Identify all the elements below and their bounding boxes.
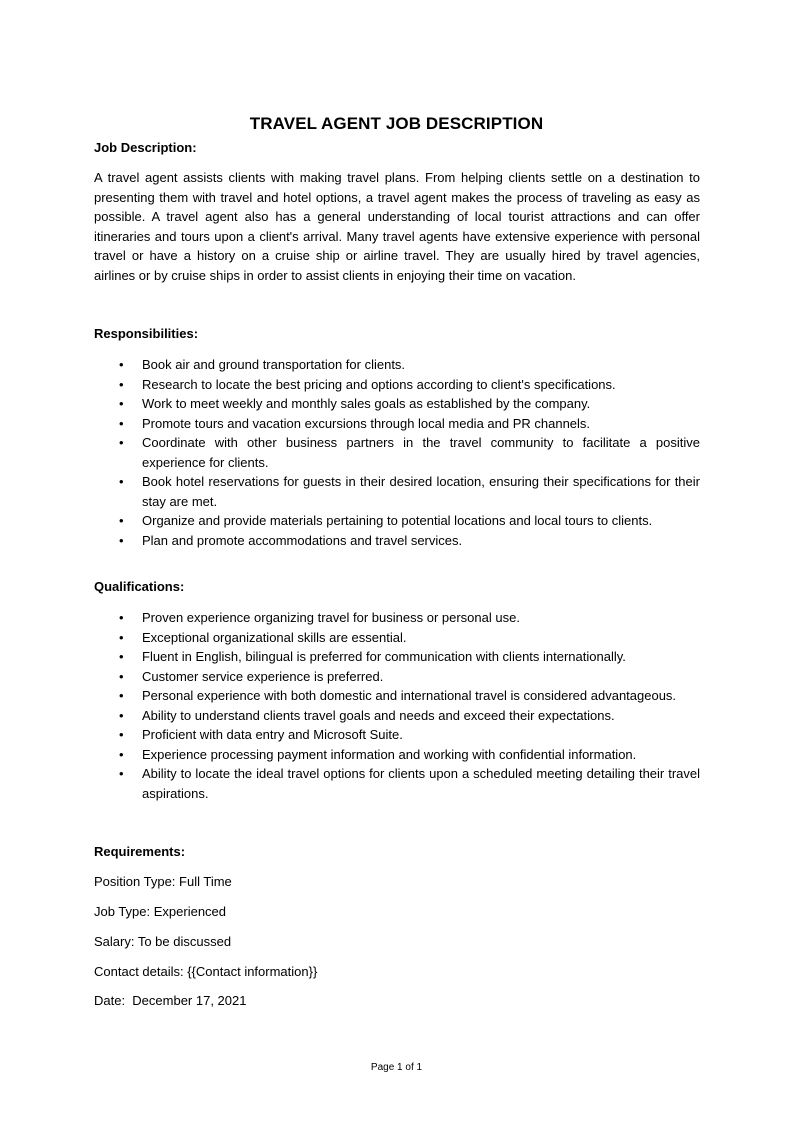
bullet-icon: • xyxy=(119,396,124,411)
contact-details: Contact details: {{Contact information}} xyxy=(94,964,318,979)
bullet-icon: • xyxy=(119,610,124,625)
list-item: • Research to locate the best pricing and options according to client's specifications. xyxy=(94,375,700,395)
salary: Salary: To be discussed xyxy=(94,934,232,949)
list-item: • Fluent in English, bilingual is preferred for communication with clients internationally. xyxy=(94,647,700,667)
list-item: • Coordinate with other business partners in the travel community to facilitate a positive experience for clients. xyxy=(119,435,700,470)
bullet-icon: • xyxy=(119,376,124,392)
bullet-icon: • xyxy=(119,649,124,664)
list-item: • Experience processing payment information and working with confidential information. xyxy=(94,745,700,765)
position-type: Position Type: Full Time xyxy=(94,874,232,889)
bullet-icon: • xyxy=(119,707,124,723)
list-item: • Customer service experience is preferred. xyxy=(94,667,700,687)
list-item: • Exceptional organizational skills are essential. xyxy=(94,628,700,648)
bullet-icon: • xyxy=(119,415,124,431)
responsibilities-heading: Responsibilities: xyxy=(94,326,199,341)
list-item: • Ability to understand clients travel goals and needs and exceed their expectations. xyxy=(94,706,700,726)
bullet-icon: • xyxy=(119,746,124,762)
bullet-icon: • xyxy=(119,688,124,703)
list-item: • Book hotel reservations for guests in their desired location, ensuring their specifications for their stay are met. xyxy=(119,474,700,509)
list-item: • Organize and provide materials pertaining to potential locations and local tours to clients. xyxy=(94,511,700,531)
responsibilities-list xyxy=(94,355,700,550)
bullet-icon: • xyxy=(119,435,124,450)
bullet-icon: • xyxy=(119,357,124,372)
requirements-heading: Requirements: xyxy=(94,844,186,859)
list-item: • Proven experience organizing travel for business or personal use. xyxy=(94,608,700,628)
bullet-icon: • xyxy=(119,532,124,548)
bullet-icon: • xyxy=(119,474,124,489)
list-item: • Work to meet weekly and monthly sales goals as established by the company. xyxy=(94,394,700,414)
job-description-heading: Job Description: xyxy=(94,140,197,155)
date: Date: December 17, 2021 xyxy=(94,993,247,1008)
qualifications-heading: Qualifications: xyxy=(94,579,185,594)
list-item: • Promote tours and vacation excursions through local media and PR channels. xyxy=(94,414,700,434)
list-item: • Plan and promote accommodations and travel services. xyxy=(94,531,700,551)
bullet-icon: • xyxy=(119,629,124,645)
bullet-icon: • xyxy=(119,513,124,528)
bullet-icon: • xyxy=(119,766,124,781)
list-item: • Proficient with data entry and Microsoft Suite. xyxy=(94,725,700,745)
list-item: • Book air and ground transportation for clients. xyxy=(94,355,700,375)
page-number-footer: Page 1 of 1 xyxy=(370,1062,423,1073)
qualifications-list xyxy=(94,608,700,803)
job-type: Job Type: Experienced xyxy=(94,904,227,919)
bullet-icon: • xyxy=(119,668,124,684)
list-item: • Personal experience with both domestic and international travel is considered advantageous. xyxy=(94,686,700,706)
bullet-icon: • xyxy=(119,727,124,742)
list-item: • Ability to locate the ideal travel options for clients upon a scheduled meeting detailing their travel aspirations. xyxy=(119,766,700,801)
document-title: TRAVEL AGENT JOB DESCRIPTION xyxy=(249,114,544,133)
job-description-paragraph: A travel agent assists clients with making travel plans. From helping clients settle on a destination to presenting them with travel and hotel options, a travel agent makes the process of traveling as easy as possible. A travel agent also has a general understanding of local tourist attractions and can offer itineraries and tours upon a client's arrival. Many travel agents have extensive experience with personal travel or have a history on a cruise ship or airline travel. They are usually hired by travel agencies, airlines or by cruise ships in order to assist clients in enjoying their time on vacation. xyxy=(94,170,700,283)
